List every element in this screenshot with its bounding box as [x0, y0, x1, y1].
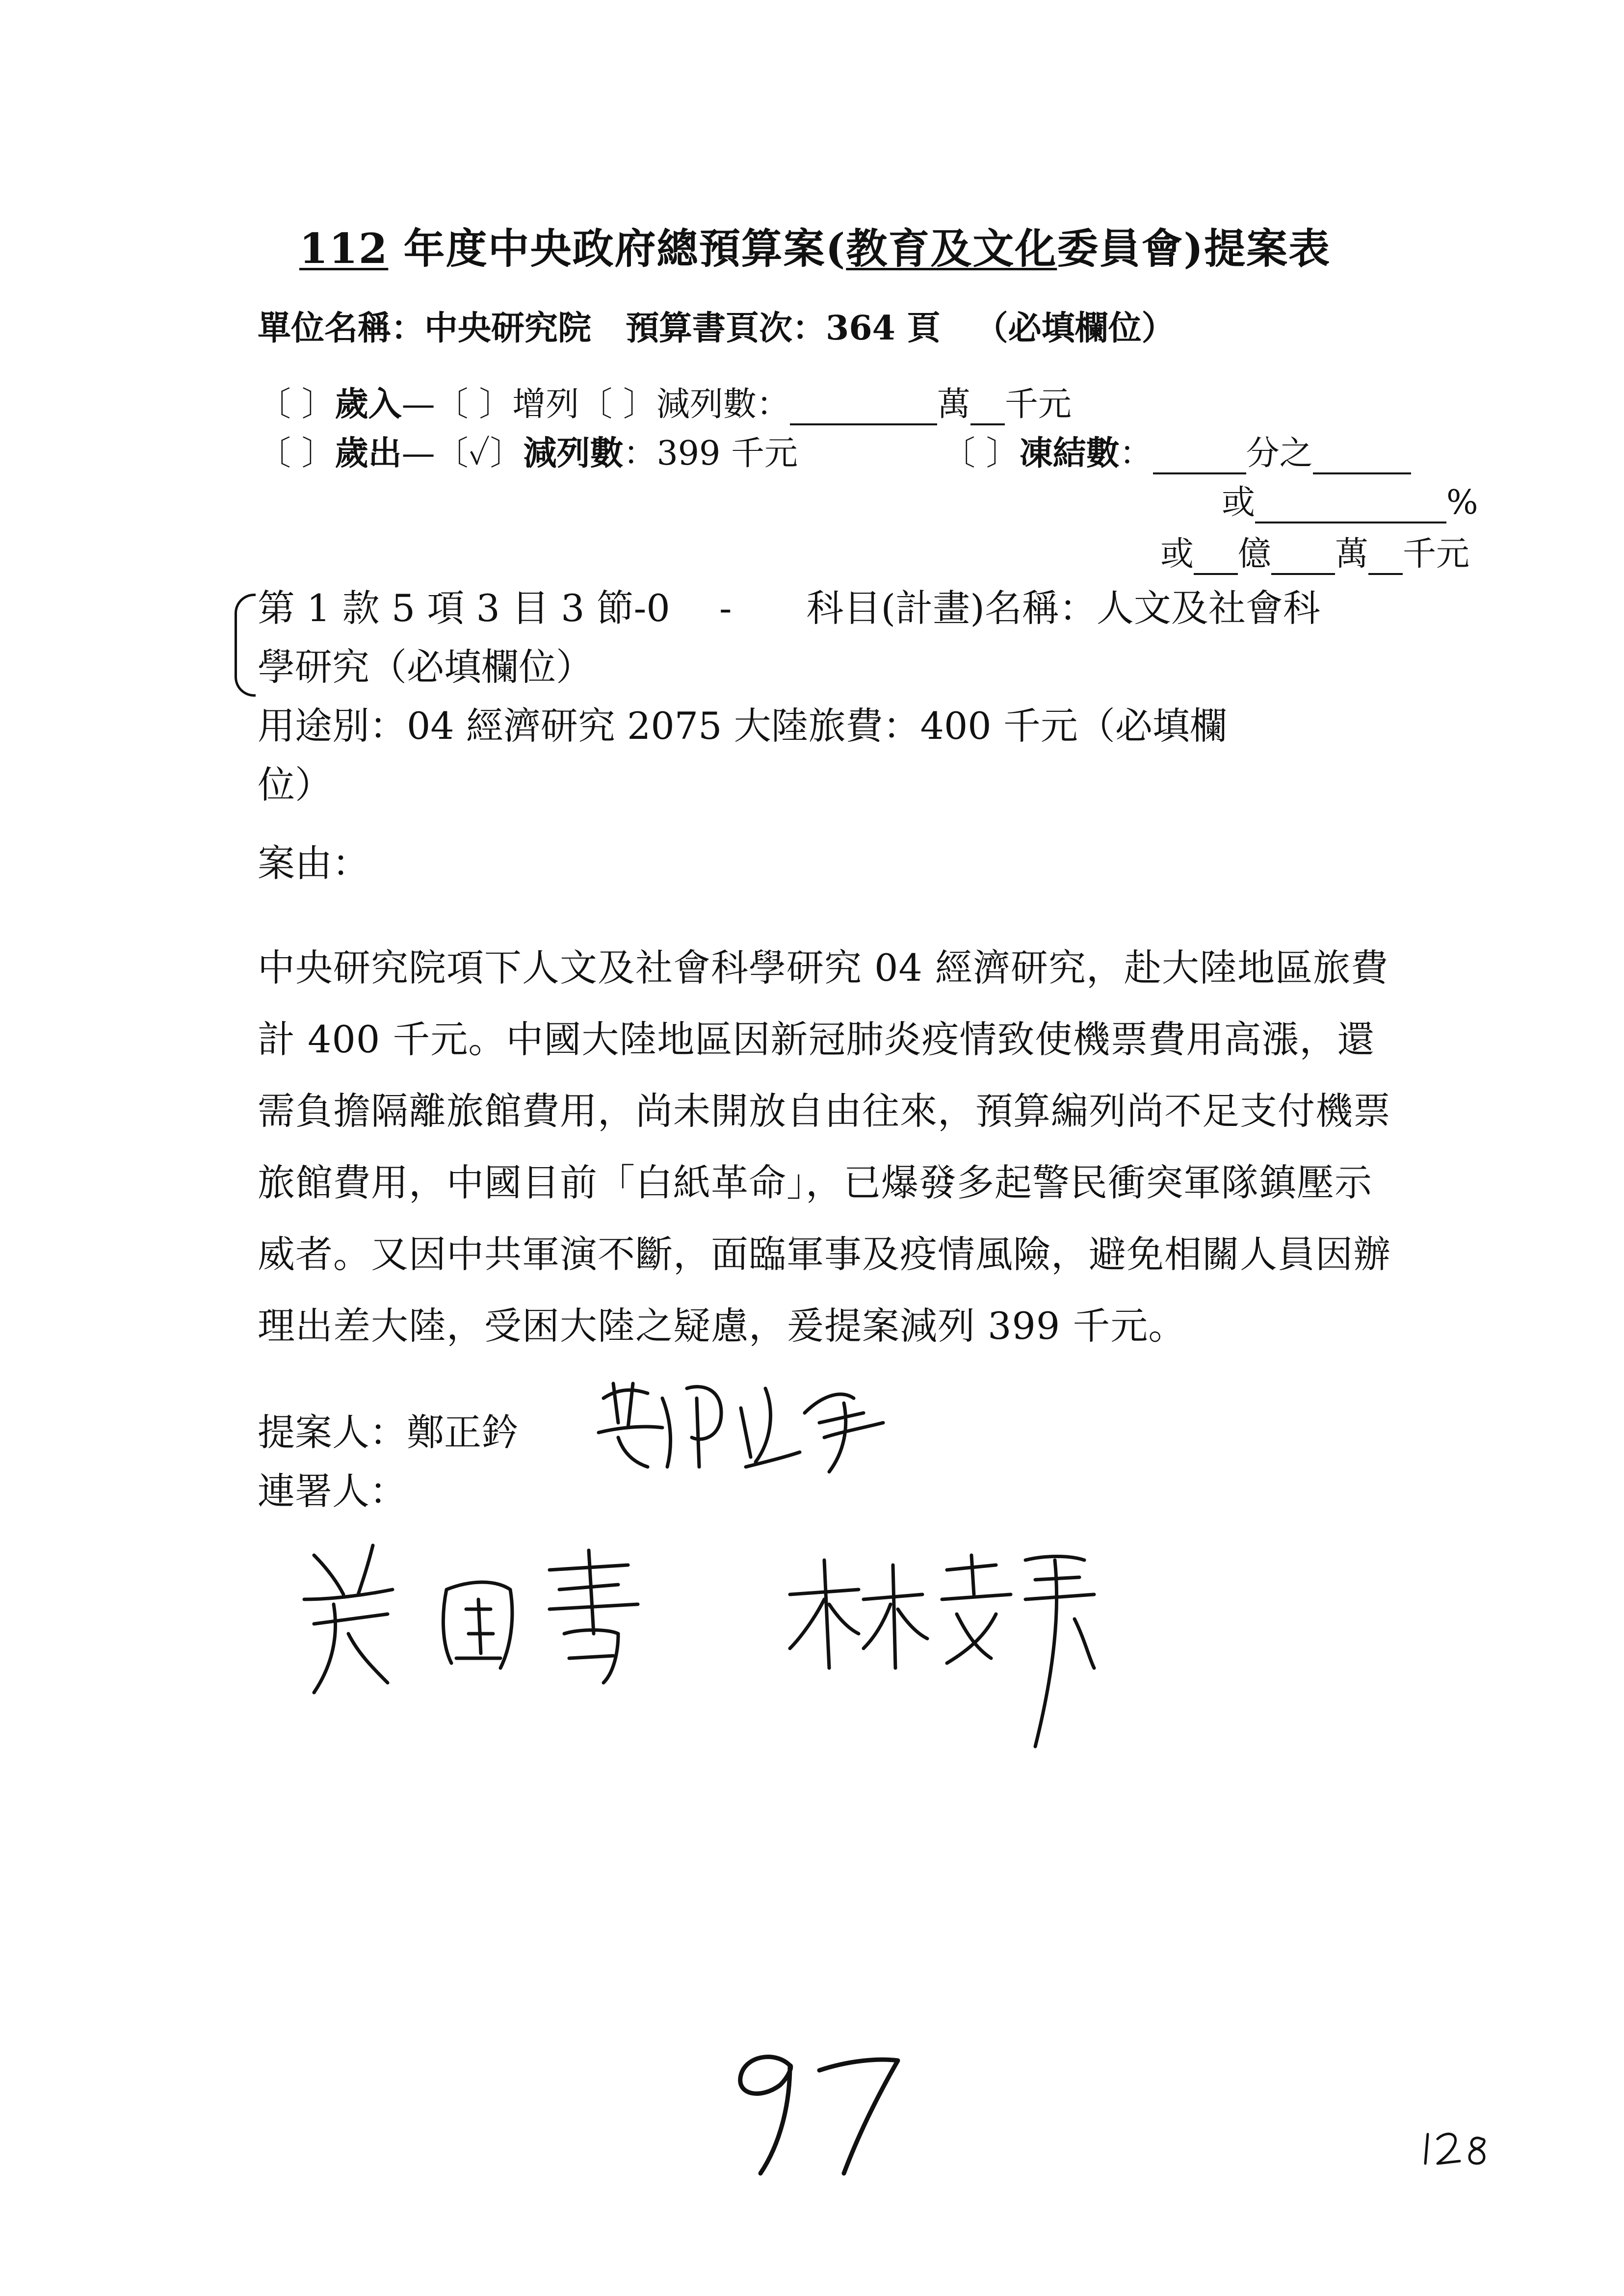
revenue-qian: 千元	[1004, 385, 1072, 424]
handwritten-corner-number	[1418, 2119, 1506, 2173]
title-middle: 年度中央政府總預算案(	[388, 224, 846, 273]
document-title	[299, 216, 1331, 275]
reason-text: 中央研究院項下人文及社會科學研究 04 經濟研究，赴大陸地區旅費計 400 千元。中國大陸地區因新冠肺炎疫情致使機票費用高漲，還需負擔隔離旅館費用，尚未開放自由往來，預算編列尚不足支付機票旅館費用，中國目前「白紙革命」，已爆發多起警民衝突軍隊鎮壓示威者。又因中共軍演不斷，面臨軍事及疫情風險，避免相關人員因辦理出差大陸，受困大陸之疑慮，爰提案減列 399 千元。	[258, 946, 1391, 1348]
freeze-group	[942, 427, 1411, 474]
cut-label: 減列數	[523, 434, 624, 473]
freeze-denominator-blank	[1153, 442, 1246, 474]
revenue-bracket: 〔 〕	[258, 385, 335, 424]
freeze-bracket: 〔 〕	[942, 434, 1020, 473]
revenue-qian-blank	[970, 393, 1005, 425]
proposer-signature	[589, 1369, 893, 1487]
title-year: 112	[299, 224, 389, 273]
usage-line-1: 用途別：04 經濟研究 2075 大陸旅費：400 千元（必填欄	[258, 704, 1227, 748]
revenue-line	[258, 378, 1072, 425]
unit-name: 單位名稱：中央研究院	[258, 309, 592, 348]
revenue-label: 歲入	[335, 385, 402, 424]
freeze-colon: ：	[1119, 434, 1153, 473]
or-label-1: 或	[1222, 483, 1256, 522]
cut-value: ：399 千元	[623, 434, 798, 473]
required-note: （必填欄位）	[974, 309, 1175, 348]
expense-bracket: 〔 〕	[258, 434, 335, 473]
cosigner-label: 連署人：	[258, 1469, 407, 1513]
cosigner-signature-2	[780, 1540, 1124, 1766]
qian-blank	[1368, 543, 1403, 575]
proposer-label: 提案人：鄭正鈐	[258, 1410, 519, 1454]
or-label-2: 或	[1160, 535, 1194, 574]
wan-blank	[1271, 543, 1335, 575]
freeze-numerator-blank	[1313, 442, 1411, 474]
cosigner-signature-1	[275, 1536, 716, 1712]
yi-blank	[1194, 543, 1238, 575]
expense-check: —〔✓〕	[401, 434, 524, 473]
qian-unit: 千元	[1403, 535, 1470, 574]
percent-sign: %	[1446, 483, 1478, 522]
or-percent-line	[1222, 476, 1478, 523]
expense-line	[258, 427, 798, 474]
yi-unit: 億	[1238, 535, 1272, 574]
item-line-2: 學研究（必填欄位）	[258, 645, 593, 689]
title-committee-suffix: 委員會	[1057, 224, 1184, 273]
title-end: )提案表	[1183, 224, 1331, 273]
item-line-1: 第 1 款 5 項 3 目 3 節-0 - 科目(計畫)名稱：人文及社會科	[258, 586, 1320, 630]
revenue-options: —〔 〕增列〔 〕減列數：	[401, 385, 790, 424]
or-amount-line	[1160, 527, 1469, 575]
budget-page: 預算書頁次：364 頁	[626, 309, 941, 348]
reason-label: 案由：	[258, 841, 369, 885]
usage-line-2: 位）	[258, 763, 332, 807]
handwritten-page-number	[721, 2036, 908, 2183]
freeze-label: 凍結數	[1019, 434, 1120, 473]
revenue-wan: 萬	[937, 385, 970, 424]
title-committee: 教育及文化	[846, 224, 1057, 273]
wan-unit: 萬	[1335, 535, 1369, 574]
item-bracket	[235, 594, 256, 697]
expense-label: 歲出	[335, 434, 402, 473]
revenue-amount-blank	[790, 393, 937, 425]
percent-blank	[1255, 491, 1446, 523]
unit-line	[258, 302, 1209, 349]
fraction-text: 分之	[1246, 434, 1313, 473]
